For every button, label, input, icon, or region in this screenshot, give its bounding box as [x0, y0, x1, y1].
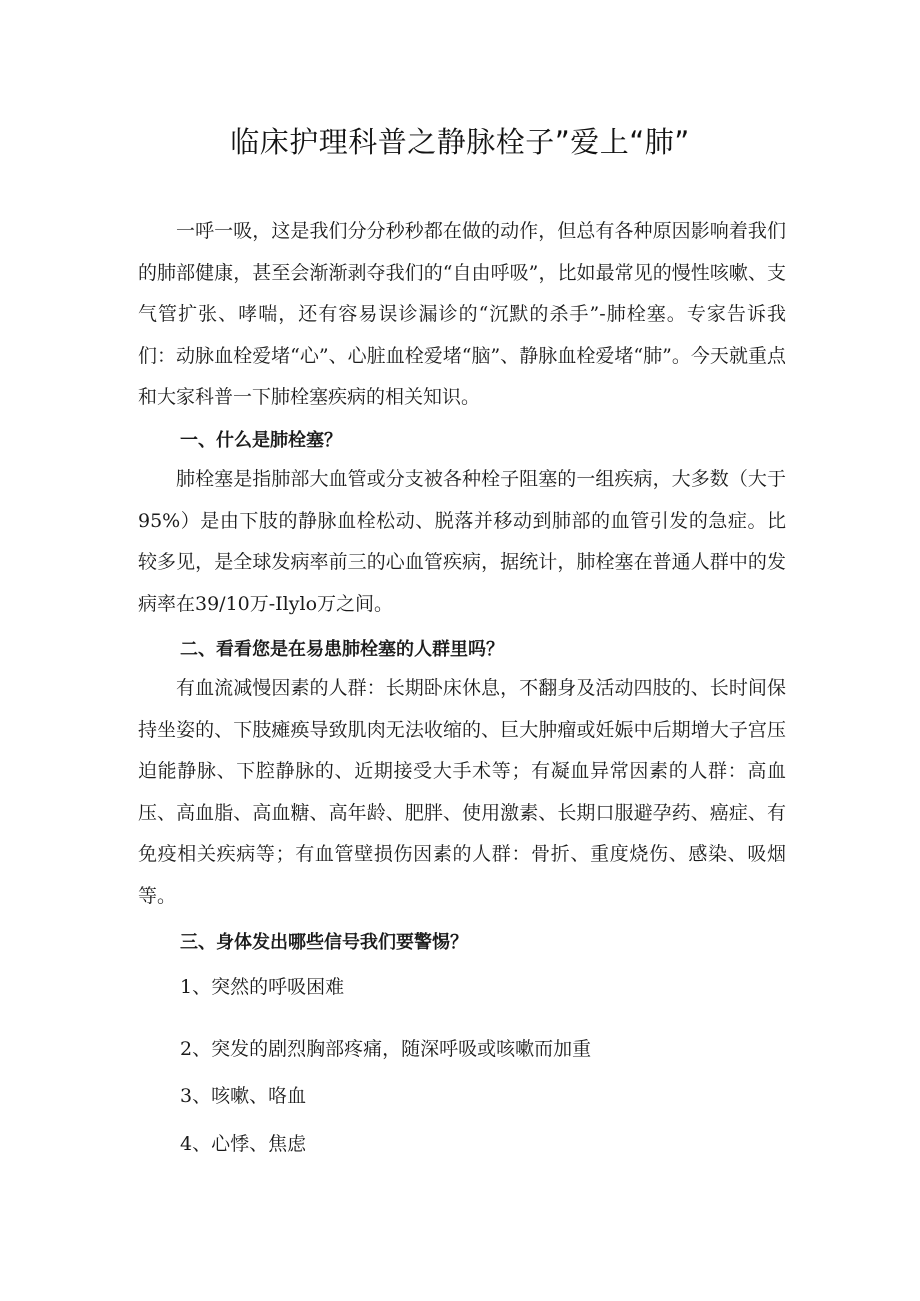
signal-list-item: 4、心悸、焦虑 [180, 1133, 307, 1155]
section-heading-risk-groups: 二、看看您是在易患肺栓塞的人群里吗？ [180, 639, 504, 660]
section-heading-warning-signs: 三、身体发出哪些信号我们要警惕？ [180, 932, 468, 953]
section-paragraph-what-is: 肺栓塞是指肺部大血管或分支被各种栓子阻塞的一组疾病，大多数（大于95%）是由下肢的静脉血栓松动、脱落并移动到肺部的血管引发的急症。比较多见，是全球发病率前三的心血管疾病，据统计，肺栓塞在普通人群中的发病率在39/10万-Ilylo万之间。 [138, 468, 786, 615]
signal-list-item: 3、咳嗽、咯血 [180, 1085, 307, 1107]
signal-list-item: 1、突然的呼吸困难 [180, 976, 345, 998]
signal-list-item: 2、突发的剧烈胸部疼痛，随深呼吸或咳嗽而加重 [180, 1038, 592, 1060]
section-heading-what-is: 一、什么是肺栓塞？ [180, 430, 342, 451]
document-title: 临床护理科普之静脉栓子”爱上“肺” [230, 125, 690, 159]
section-paragraph-risk-groups: 有血流减慢因素的人群：长期卧床休息，不翻身及活动四肢的、长时间保持坐姿的、下肢瘫痪导致肌肉无法收缩的、巨大肿瘤或妊娠中后期增大子宫压迫能静脉、下腔静脉的、近期接受大手术等；有凝血异常因素的人群：高血压、高血脂、高血糖、高年龄、肥胖、使用激素、长期口服避孕药、癌症、有免疫相关疾病等；有血管壁损伤因素的人群：骨折、重度烧伤、感染、吸烟等。 [138, 677, 786, 907]
intro-paragraph: 一呼一吸，这是我们分分秒秒都在做的动作，但总有各种原因影响着我们的肺部健康，甚至会渐渐剥夺我们的“自由呼吸”，比如最常见的慢性咳嗽、支气管扩张、哮喘，还有容易误诊漏诊的“沉默的杀手”-肺栓塞。专家告诉我们：动脉血栓爱堵“心”、心脏血栓爱堵“脑”、静脉血栓爱堵“肺”。今天就重点和大家科普一下肺栓塞疾病的相关知识。 [138, 220, 786, 408]
